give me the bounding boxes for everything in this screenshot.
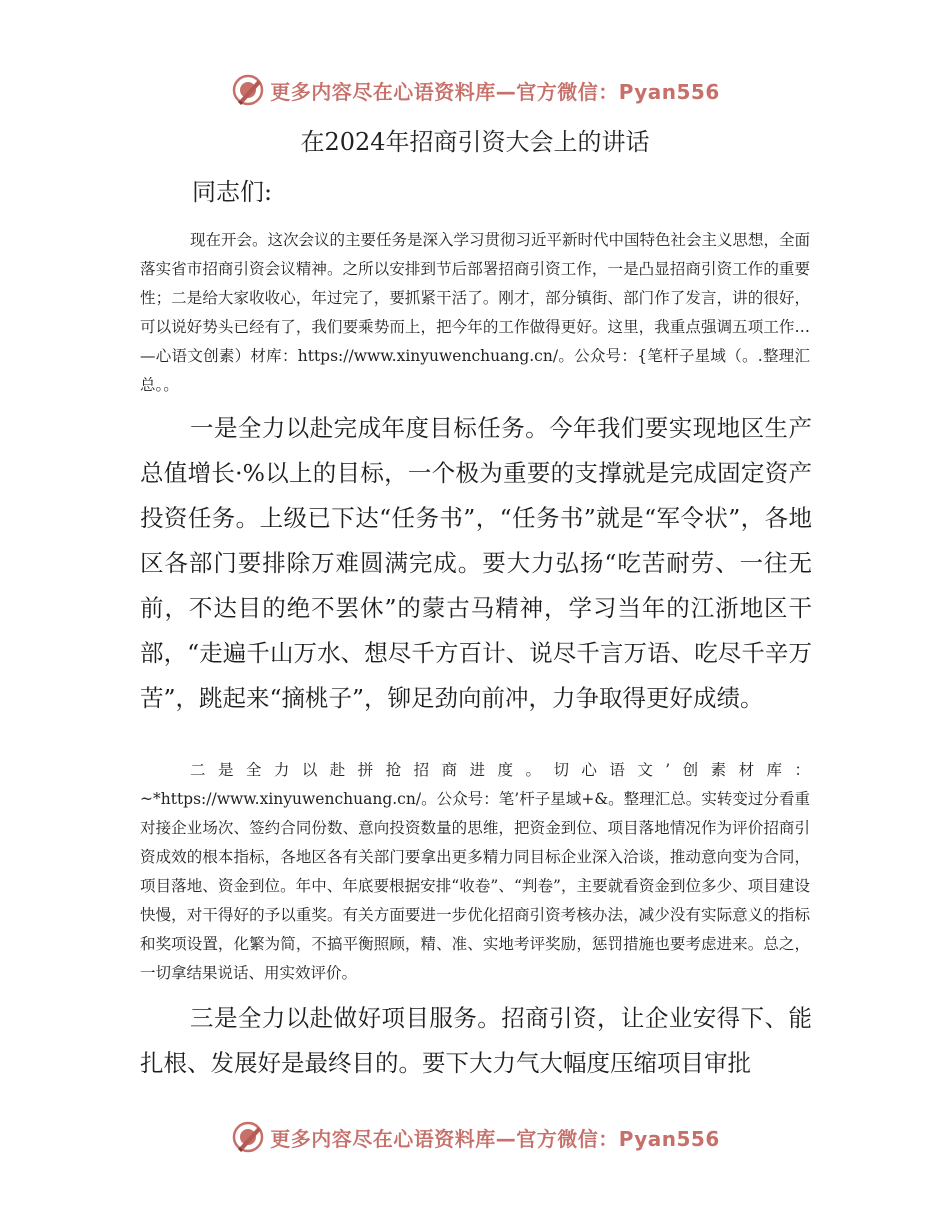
banner-text: 更多内容尽在心语资料库—官方微信：Pyan556: [270, 79, 720, 104]
pen-logo-icon: [230, 1119, 266, 1155]
banner-text: 更多内容尽在心语资料库—官方微信：Pyan556: [270, 1126, 720, 1151]
document-title: 在2024年招商引资大会上的讲话: [300, 128, 650, 156]
pen-logo-icon: [230, 72, 266, 108]
paragraph-point-three: 三是全力以赴做好项目服务。招商引资，让企业安得下、能扎根、发展好是最终目的。要下大力气大幅度压缩项目审批: [140, 1004, 812, 1077]
paragraph-intro: 现在开会。这次会议的主要任务是深入学习贯彻习近平新时代中国特色社会主义思想，全面落实省市招商引资会议精神。之所以安排到节后部署招商引资工作，一是凸显招商引资工作的重要性；二是给大家收收心，年过完了，要抓紧干活了。刚才，部分镇街、部门作了发言，讲的很好，可以说好势头已经有了，我们要乘势而上，把今年的工作做得更好。这里，我重点强调五项工作…—心语文创素）材库：https://www.xinyuwenchuang.cn/。公众号：{笔杆子星域（。.整理汇总。。: [140, 231, 811, 394]
header-banner: [0, 70, 950, 110]
greeting: 同志们:: [192, 178, 273, 206]
footer-banner: [0, 1117, 950, 1157]
paragraph-point-two: 二是全力以赴拼抢招商进度。切心语文’创素材库：~*https://www.xinyuwenchuang.cn/。公众号：笔’杆子星域+&。整理汇总。实转变过分看重对接企业场次、签约合同份数、意向投资数量的思维，把资金到位、项目落地情况作为评价招商引资成效的根本指标，各地区各有关部门要拿出更多精力同目标企业深入洽谈，推动意向变为合同，项目落地、资金到位。年中、年底要根据安排“收卷”、“判卷”，主要就看资金到位多少、项目建设快慢，对干得好的予以重奖。有关方面要进一步优化招商引资考核办法，减少没有实际意义的指标和奖项设置，化繁为简，不搞平衡照顾，精、准、实地考评奖励，惩罚措施也要考虑进来。总之，一切拿结果说话、用实效评价。: [140, 761, 810, 982]
paragraph-point-one: 一是全力以赴完成年度目标任务。今年我们要实现地区生产总值增长·%以上的目标，一个极为重要的支撑就是完成固定资产投资任务。上级已下达“任务书”，“任务书”就是“军令状”，各地区各部门要排除万难圆满完成。要大力弘扬“吃苦耐劳、一往无前，不达目的绝不罢休”的蒙古马精神，学习当年的江浙地区干部，“走遍千山万水、想尽千方百计、说尽千言万语、吃尽千辛万苦”，跳起来“摘桃子”，铆足劲向前冲，力争取得更好成绩。: [140, 414, 812, 712]
